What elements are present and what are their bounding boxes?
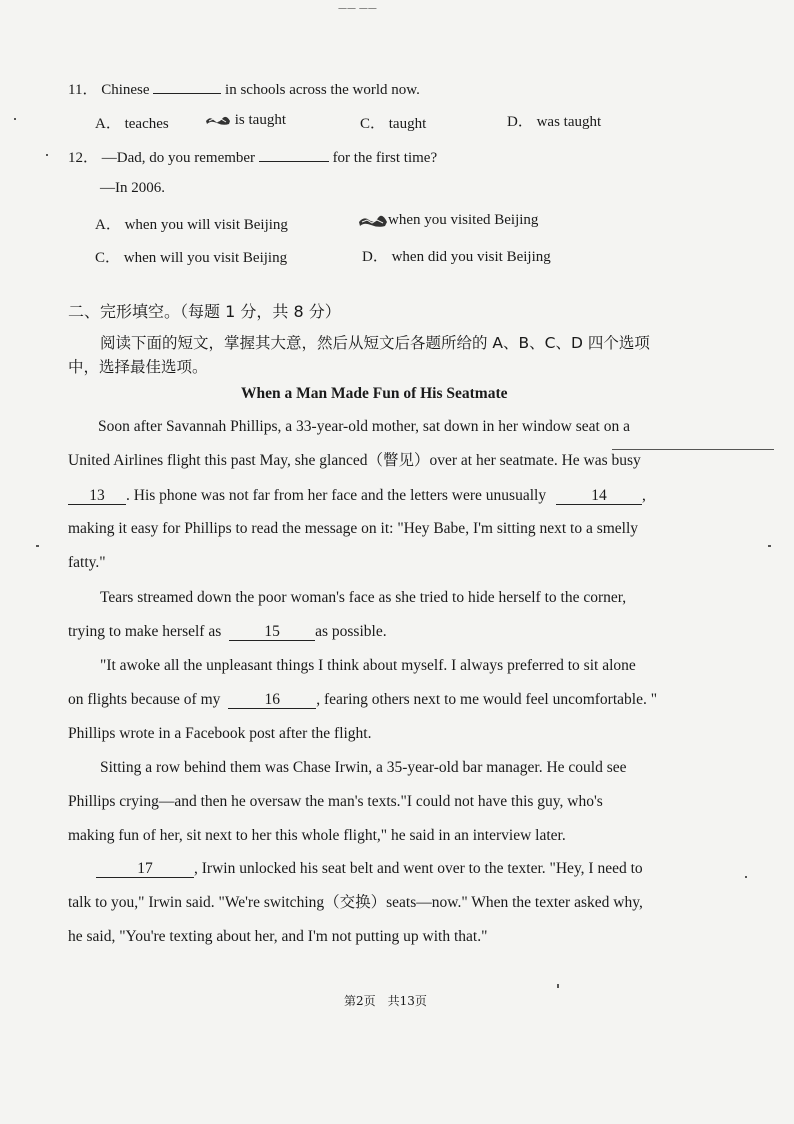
scan-line xyxy=(612,449,774,450)
passage-text: . His phone was not far from her face and the letters were unusually xyxy=(126,487,547,504)
passage-line: Phillips crying—and then he oversaw the man's texts."I could not have this guy, who's xyxy=(68,793,603,810)
option-letter: A． xyxy=(95,116,121,132)
passage-line: talk to you," Irwin said. "We're switching（交换）seats—now." When the texter asked why, xyxy=(68,894,643,911)
blank-13: 13 xyxy=(68,488,126,505)
passage-line: fatty." xyxy=(68,554,106,571)
section-instruction-line-1: 阅读下面的短文，掌握其大意，然后从短文后各题所给的 A、B、C、D 四个选项 xyxy=(100,334,650,352)
q12-answer-line: —In 2006. xyxy=(100,180,165,196)
scan-speck xyxy=(768,545,771,547)
passage-line: Soon after Savannah Phillips, a 33-year-old mother, sat down in her window seat on a xyxy=(98,418,630,435)
passage-line: he said, "You're texting about her, and I'm not putting up with that." xyxy=(68,928,488,945)
option-letter: D． xyxy=(507,114,533,130)
passage-title: When a Man Made Fun of His Seatmate xyxy=(241,385,508,402)
option-text: taught xyxy=(388,116,427,132)
passage-text: trying to make herself as xyxy=(68,623,222,640)
scan-speck xyxy=(745,876,747,878)
q11-option-d xyxy=(507,110,601,131)
passage-text: on flights because of my xyxy=(68,691,221,708)
ink-smudge-icon xyxy=(205,115,231,127)
option-text: was taught xyxy=(536,114,602,130)
question-stem-before: Chinese xyxy=(101,82,150,98)
passage-line: Tears streamed down the poor woman's face as she tried to hide herself to the corner, xyxy=(100,589,627,606)
question-11 xyxy=(68,78,420,99)
passage-line-with-blanks xyxy=(68,488,646,505)
scan-speck xyxy=(14,118,16,120)
option-text: is taught xyxy=(234,112,286,128)
question-number: 11． xyxy=(68,82,98,98)
question-stem-before: —Dad, do you remember xyxy=(101,150,256,166)
blank-15: 15 xyxy=(229,624,315,641)
question-12 xyxy=(68,146,437,167)
passage-line: making fun of her, sit next to her this whole flight," he said in an interview later. xyxy=(68,827,566,844)
passage-text: , xyxy=(641,487,646,504)
option-text: when did you visit Beijing xyxy=(391,249,551,265)
option-text: when will you visit Beijing xyxy=(123,250,288,266)
passage-line-with-blanks xyxy=(96,861,643,878)
question-stem-after: for the first time? xyxy=(332,150,438,166)
q12-option-b xyxy=(358,212,538,229)
page-footer: 第2页 共13页 xyxy=(344,994,427,1008)
q11-option-c xyxy=(360,112,426,133)
blank-17: 17 xyxy=(96,861,194,878)
scan-speck xyxy=(46,154,48,156)
q12-option-c xyxy=(95,246,287,267)
passage-line-with-blanks xyxy=(68,624,387,641)
blank-16: 16 xyxy=(228,692,316,709)
option-letter: C． xyxy=(95,250,121,266)
section-heading: 二、完形填空。（每题 1 分，共 8 分） xyxy=(68,302,341,321)
question-stem-after: in schools across the world now. xyxy=(225,82,420,98)
q12-option-d xyxy=(362,245,551,266)
passage-line: "It awoke all the unpleasant things I think about myself. I always preferred to sit alone xyxy=(100,657,636,674)
q11-option-b xyxy=(205,112,286,129)
passage-line: Phillips wrote in a Facebook post after the flight. xyxy=(68,725,372,742)
passage-line: Sitting a row behind them was Chase Irwin, a 35-year-old bar manager. He could see xyxy=(100,759,627,776)
passage-text: , fearing others next to me would feel uncomfortable. " xyxy=(316,691,658,708)
answer-blank xyxy=(259,161,329,162)
option-letter: D． xyxy=(362,249,388,265)
answer-blank xyxy=(153,93,221,94)
passage-line: making it easy for Phillips to read the message on it: "Hey Babe, I'm sitting next to a smelly xyxy=(68,520,639,537)
blank-14: 14 xyxy=(556,488,642,505)
ink-smudge-icon xyxy=(358,215,388,227)
option-text: teaches xyxy=(124,116,169,132)
passage-line: United Airlines flight this past May, she glanced（瞥见）over at her seatmate. He was busy xyxy=(68,452,641,469)
passage-text: as possible. xyxy=(315,623,387,640)
section-instruction-line-2: 中，选择最佳选项。 xyxy=(68,358,208,376)
header-mark: —— —— xyxy=(338,4,377,14)
passage-text: , Irwin unlocked his seat belt and went over to the texter. "Hey, I need to xyxy=(194,860,643,877)
q12-option-a xyxy=(95,213,288,234)
option-letter: A． xyxy=(95,217,121,233)
question-number: 12． xyxy=(68,150,99,166)
scan-speck xyxy=(557,984,559,988)
scan-speck xyxy=(36,545,39,547)
option-text: when you visited Beijing xyxy=(388,212,539,228)
passage-line-with-blanks xyxy=(68,692,657,709)
option-letter: C． xyxy=(360,116,386,132)
option-text: when you will visit Beijing xyxy=(124,217,288,233)
q11-option-a xyxy=(95,112,169,133)
